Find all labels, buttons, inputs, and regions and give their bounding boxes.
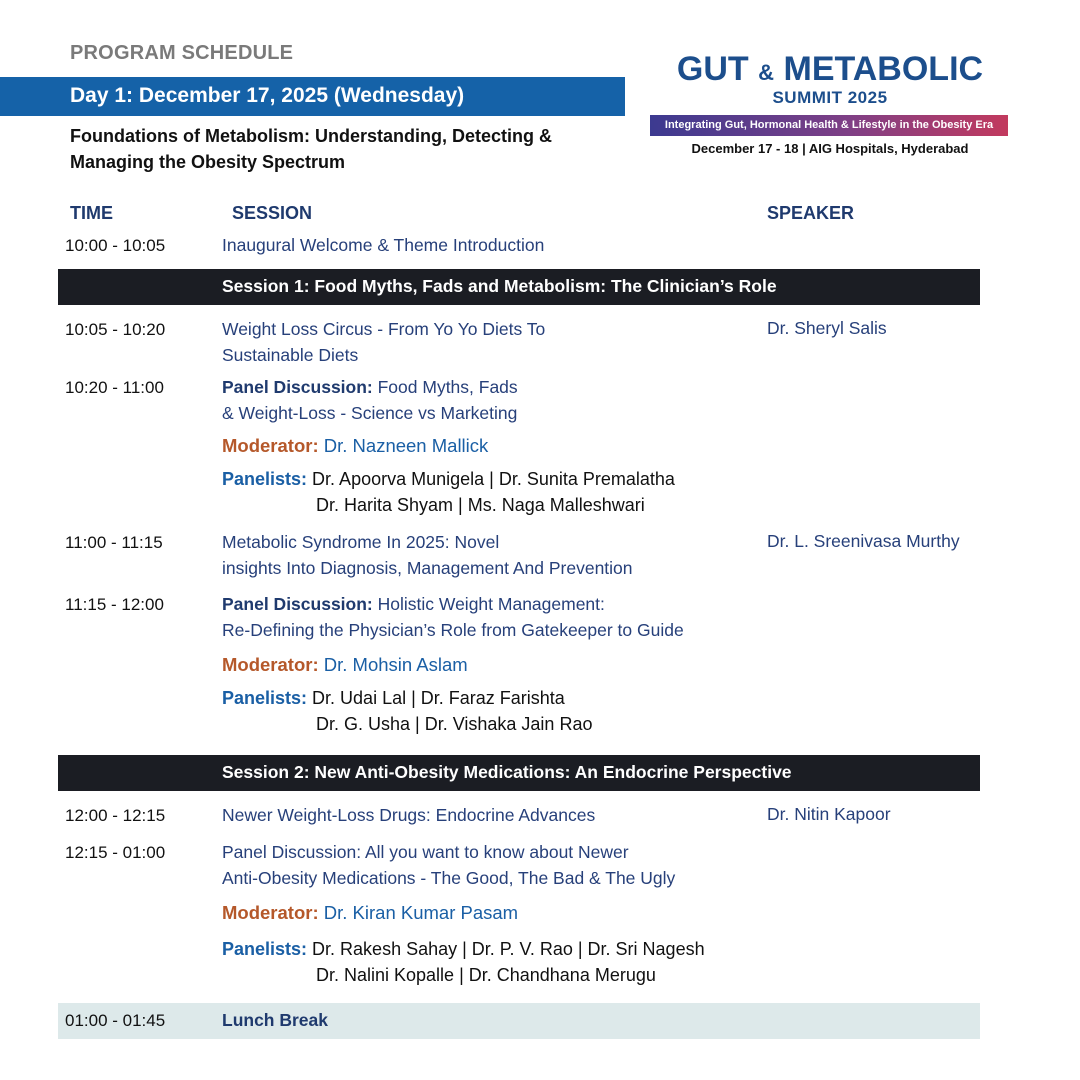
logo-dates-venue: December 17 - 18 | AIG Hospitals, Hyderabad bbox=[691, 141, 969, 156]
panel-time: 10:20 - 11:00 bbox=[65, 378, 164, 397]
talk-speaker: Dr. Sheryl Salis bbox=[767, 318, 887, 338]
session2-title: Session 2: New Anti-Obesity Medications: An Endocrine Perspective bbox=[222, 762, 792, 782]
panelists-label: Panelists: bbox=[222, 939, 308, 959]
panel-discussion-label: Panel Discussion: bbox=[222, 377, 373, 397]
welcome-time: 10:00 - 10:05 bbox=[65, 236, 166, 255]
panel-title-line1: Panel Discussion: All you want to know about Newer bbox=[222, 842, 629, 862]
panel-title-line2: & Weight-Loss - Science vs Marketing bbox=[222, 403, 518, 423]
day-title: Day 1: December 17, 2025 (Wednesday) bbox=[70, 84, 465, 107]
moderator-name: Dr. Nazneen Mallick bbox=[318, 435, 489, 456]
moderator-name: Dr. Mohsin Aslam bbox=[318, 654, 468, 675]
logo-ampersand: & bbox=[758, 60, 775, 85]
panelists-names: Dr. Rakesh Sahay | Dr. P. V. Rao | Dr. Sri Nagesh bbox=[307, 939, 705, 959]
moderator-label: Moderator: bbox=[222, 654, 319, 675]
day-banner bbox=[0, 77, 625, 116]
talk-title-line1: Newer Weight-Loss Drugs: Endocrine Advances bbox=[222, 805, 596, 825]
talk-title-line2: insights Into Diagnosis, Management And Prevention bbox=[222, 558, 633, 578]
logo-word-gut: GUT bbox=[676, 50, 749, 88]
moderator-label: Moderator: bbox=[222, 902, 319, 923]
lunch-row bbox=[58, 1003, 980, 1039]
panel-topic: Food Myths, Fads bbox=[372, 377, 518, 397]
summit-logo bbox=[645, 50, 1015, 160]
column-header-time: TIME bbox=[70, 203, 113, 223]
lunch-time: 01:00 - 01:45 bbox=[65, 1011, 166, 1030]
moderator-name: Dr. Kiran Kumar Pasam bbox=[318, 902, 519, 923]
panelists-label: Panelists: bbox=[222, 469, 308, 489]
column-header-session: SESSION bbox=[232, 203, 313, 223]
moderator bbox=[222, 902, 518, 924]
talk-speaker: Dr. Nitin Kapoor bbox=[767, 804, 891, 824]
column-header-speaker: SPEAKER bbox=[767, 203, 855, 223]
panel-title-line1 bbox=[222, 374, 518, 400]
panel-topic: Holistic Weight Management: bbox=[372, 594, 605, 614]
panel-time: 12:15 - 01:00 bbox=[65, 843, 166, 862]
talk-speaker: Dr. L. Sreenivasa Murthy bbox=[767, 531, 960, 551]
panel-title-line1 bbox=[222, 591, 605, 617]
talk-time: 12:00 - 12:15 bbox=[65, 806, 166, 825]
talk-title-line1: Weight Loss Circus - From Yo Yo Diets To bbox=[222, 319, 546, 339]
logo-title bbox=[645, 50, 1015, 92]
talk-time: 11:00 - 11:15 bbox=[65, 533, 163, 552]
moderator-label: Moderator: bbox=[222, 435, 319, 456]
panel-title-line2: Re-Defining the Physician’s Role from Gatekeeper to Guide bbox=[222, 620, 684, 640]
panelists-line1 bbox=[222, 685, 565, 712]
panelists-line2: Dr. Nalini Kopalle | Dr. Chandhana Merugu bbox=[316, 965, 656, 985]
talk-title-line2: Sustainable Diets bbox=[222, 345, 359, 365]
moderator bbox=[222, 435, 488, 457]
panelists-line1 bbox=[222, 936, 705, 963]
session1-band bbox=[58, 269, 980, 305]
panel-discussion-label: Panel Discussion: bbox=[222, 594, 373, 614]
panel-title-line2: Anti-Obesity Medications - The Good, The Bad & The Ugly bbox=[222, 868, 676, 888]
panelists-line2: Dr. G. Usha | Dr. Vishaka Jain Rao bbox=[316, 714, 593, 734]
session2-band bbox=[58, 755, 980, 791]
talk-title-line1: Metabolic Syndrome In 2025: Novel bbox=[222, 532, 500, 552]
panelists-line2: Dr. Harita Shyam | Ms. Naga Malleshwari bbox=[316, 495, 645, 515]
logo-subtitle: SUMMIT 2025 bbox=[772, 88, 888, 107]
panelists-names: Dr. Udai Lal | Dr. Faraz Farishta bbox=[307, 688, 565, 708]
welcome-title: Inaugural Welcome & Theme Introduction bbox=[222, 235, 545, 255]
panelists-label: Panelists: bbox=[222, 688, 308, 708]
lunch-title: Lunch Break bbox=[222, 1010, 328, 1030]
panelists-line1 bbox=[222, 466, 675, 493]
session1-title: Session 1: Food Myths, Fads and Metabolism: The Clinician’s Role bbox=[222, 276, 777, 296]
logo-tagline: Integrating Gut, Hormonal Health & Lifestyle in the Obesity Era bbox=[650, 115, 1008, 136]
moderator bbox=[222, 654, 468, 676]
logo-word-metabolic: METABOLIC bbox=[783, 50, 984, 88]
panelists-names: Dr. Apoorva Munigela | Dr. Sunita Premalatha bbox=[307, 469, 675, 489]
panel-time: 11:15 - 12:00 bbox=[65, 595, 164, 614]
talk-time: 10:05 - 10:20 bbox=[65, 320, 166, 339]
program-schedule-label: PROGRAM SCHEDULE bbox=[70, 42, 294, 64]
day-theme: Foundations of Metabolism: Understanding, Detecting & Managing the Obesity Spectrum bbox=[70, 126, 553, 172]
